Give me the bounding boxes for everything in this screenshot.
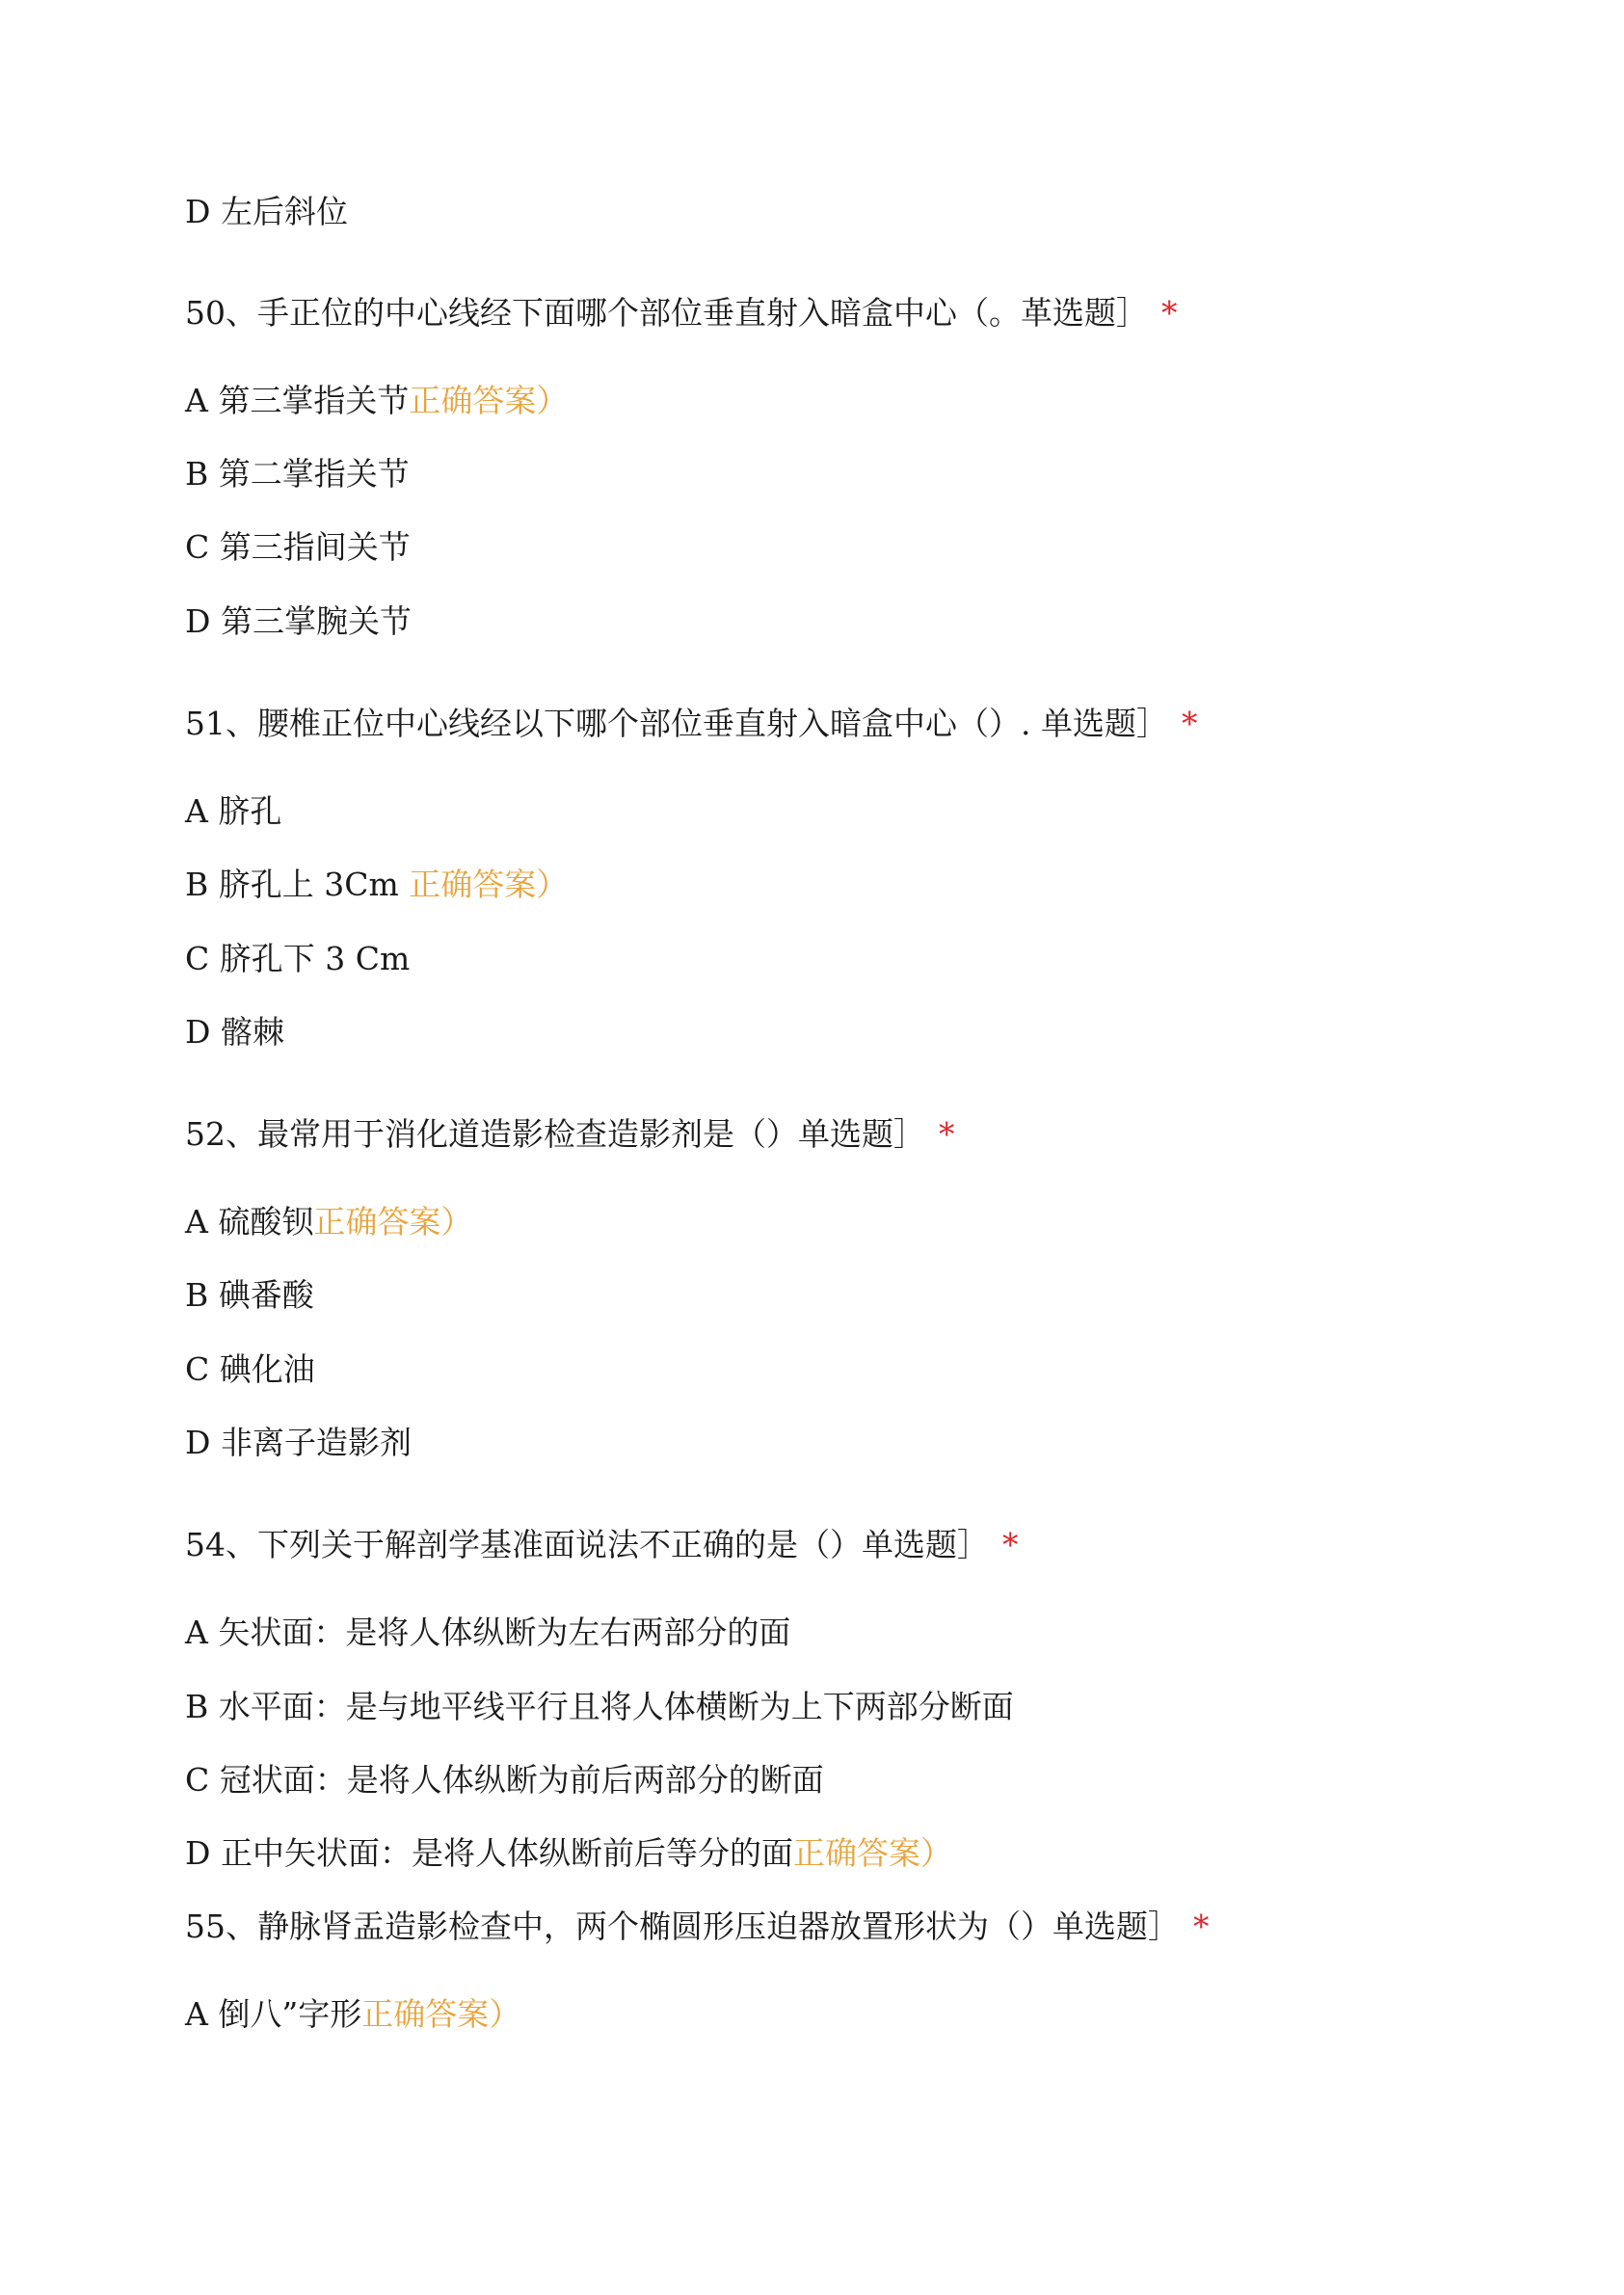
option-text: D 左后斜位 [185,193,348,230]
option-50-b [185,453,410,495]
question-text: 52、最常用于消化道造影检查造影剂是（）单选题］ [185,1115,925,1153]
option-text: A 硫酸钡 [185,1203,314,1241]
correct-answer-label: 正确答案） [313,1203,473,1241]
question-50 [185,292,1178,334]
option-49-d [185,191,348,233]
correct-answer-label: 正确答案） [409,382,569,419]
option-51-d [185,1011,284,1054]
question-text: 50、手正位的中心线经下面哪个部位垂直射入暗盒中心（。革选题］ [185,294,1148,332]
option-50-c [185,526,411,569]
option-50-d [185,600,412,643]
required-mark: * [939,1115,955,1153]
option-text: B 第二掌指关节 [185,455,410,493]
option-text: C 第三指间关节 [185,528,411,566]
required-mark: * [1161,294,1178,332]
option-50-a [185,380,568,422]
correct-answer-label: 正确答案） [792,1834,952,1872]
option-54-a [185,1612,790,1654]
option-54-c [185,1759,824,1801]
option-text: C 冠状面：是将人体纵断为前后两部分的断面 [185,1761,824,1799]
option-text: D 髂棘 [185,1013,284,1051]
option-text: C 碘化油 [185,1350,315,1388]
question-51 [185,703,1197,745]
question-text: 54、下列关于解剖学基准面说法不正确的是（）单选题］ [185,1526,989,1563]
option-52-a [185,1201,472,1243]
option-52-c [185,1348,315,1391]
option-54-b [185,1686,1014,1728]
option-text: D 正中矢状面：是将人体纵断前后等分的面 [185,1834,793,1872]
option-text: B 脐孔上 3Cm [185,866,410,903]
option-text: A 矢状面：是将人体纵断为左右两部分的面 [185,1614,791,1651]
option-55-a [185,1993,520,2036]
question-55 [185,1906,1210,1948]
option-52-d [185,1422,412,1464]
question-54 [185,1524,1019,1566]
option-text: C 脐孔下 3 Cm [185,940,411,977]
required-mark: * [1193,1908,1210,1945]
correct-answer-label: 正确答案） [409,866,569,903]
correct-answer-label: 正确答案） [361,1995,521,2033]
option-text: D 第三掌腕关节 [185,602,412,640]
option-text: B 水平面：是与地平线平行且将人体横断为上下两部分断面 [185,1688,1014,1725]
option-text: A 脐孔 [185,792,282,830]
question-text: 55、静脉肾盂造影检查中，两个椭圆形压迫器放置形状为（）单选题］ [185,1908,1180,1945]
required-mark: * [1002,1526,1019,1563]
option-51-a [185,790,281,833]
option-51-c [185,938,410,980]
question-text: 51、腰椎正位中心线经以下哪个部位垂直射入暗盒中心（）. 单选题］ [185,705,1168,742]
question-52 [185,1113,955,1156]
option-text: A 第三掌指关节 [185,382,410,419]
option-text: A 倒八”字形 [185,1995,362,2033]
option-52-b [185,1274,314,1317]
option-text: D 非离子造影剂 [185,1424,412,1461]
required-mark: * [1181,705,1198,742]
option-54-d [185,1832,952,1875]
option-text: B 碘番酸 [185,1276,314,1314]
option-51-b [185,864,568,906]
